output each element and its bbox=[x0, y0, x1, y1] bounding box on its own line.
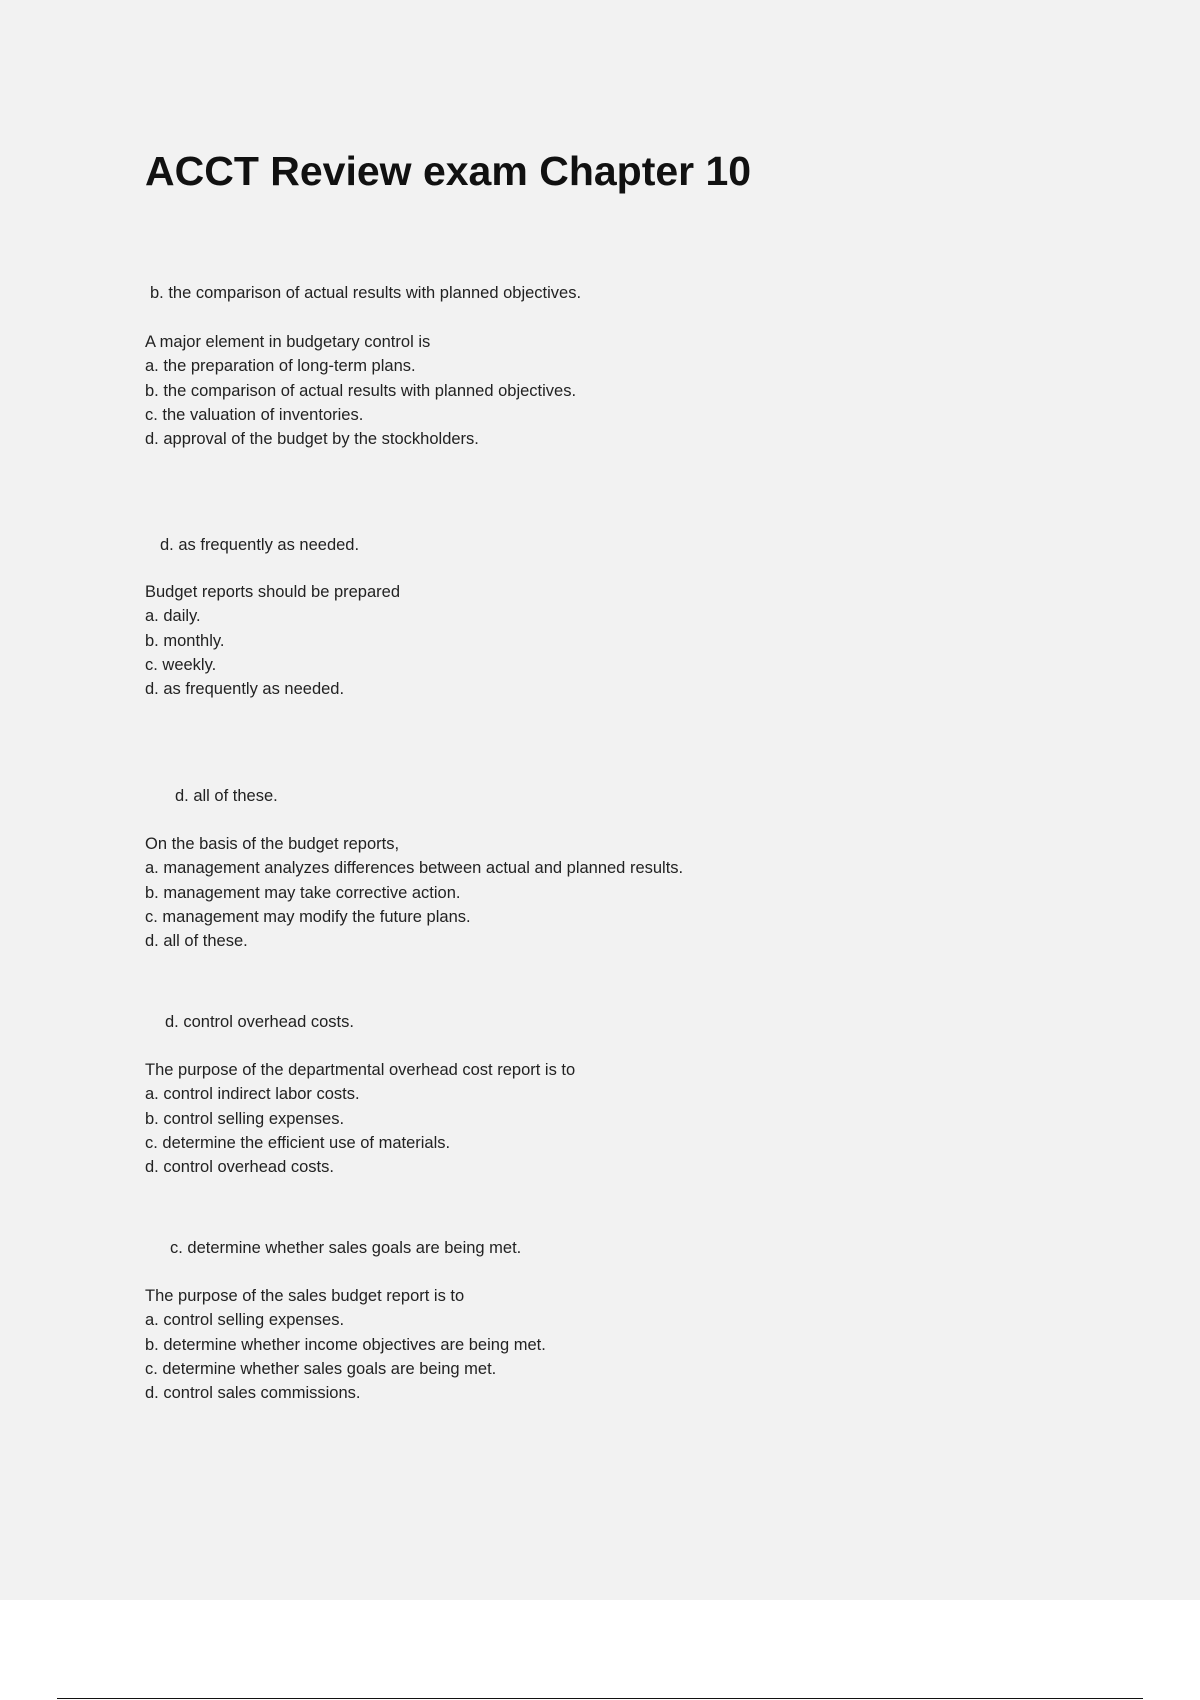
card-3-option-a: a. management analyzes differences between actual and planned results. bbox=[145, 859, 684, 878]
card-4-question: The purpose of the departmental overhead cost report is to bbox=[145, 1061, 576, 1079]
card-4-option-d: d. control overhead costs. bbox=[145, 1158, 334, 1177]
card-3-option-b: b. management may take corrective action. bbox=[145, 883, 461, 902]
card-3-question-block bbox=[145, 832, 683, 953]
card-3-option-d: d. all of these. bbox=[145, 932, 248, 951]
card-1-answer: b. the comparison of actual results with planned objectives. bbox=[150, 284, 582, 302]
card-5-option-a: a. control selling expenses. bbox=[145, 1311, 345, 1330]
card-1-option-a: a. the preparation of long-term plans. bbox=[145, 357, 416, 376]
card-2-option-c: c. weekly. bbox=[145, 655, 217, 674]
card-5-option-b: b. determine whether income objectives are being met. bbox=[145, 1335, 546, 1354]
card-5-option-c: c. determine whether sales goals are being met. bbox=[145, 1359, 497, 1378]
page-title: ACCT Review exam Chapter 10 bbox=[145, 148, 752, 194]
card-5-answer: c. determine whether sales goals are being met. bbox=[170, 1239, 522, 1257]
card-5-question: The purpose of the sales budget report is to bbox=[145, 1287, 465, 1305]
card-2-answer: d. as frequently as needed. bbox=[160, 536, 360, 554]
card-3-option-c: c. management may modify the future plans. bbox=[145, 907, 471, 926]
card-5-question-block bbox=[145, 1284, 546, 1405]
card-2-option-b: b. monthly. bbox=[145, 631, 225, 650]
card-3-question: On the basis of the budget reports, bbox=[145, 835, 400, 853]
card-2-option-a: a. daily. bbox=[145, 607, 201, 626]
card-2-option-d: d. as frequently as needed. bbox=[145, 680, 345, 699]
card-3-answer: d. all of these. bbox=[175, 787, 278, 805]
card-4-question-block bbox=[145, 1058, 575, 1179]
card-4-option-b: b. control selling expenses. bbox=[145, 1109, 345, 1128]
card-1-question: A major element in budgetary control is bbox=[145, 333, 431, 351]
card-4-option-a: a. control indirect labor costs. bbox=[145, 1085, 360, 1104]
footer-divider bbox=[57, 1698, 1143, 1699]
card-1-option-c: c. the valuation of inventories. bbox=[145, 405, 364, 424]
card-1-option-b: b. the comparison of actual results with planned objectives. bbox=[145, 381, 577, 400]
card-1-question-block bbox=[145, 330, 576, 451]
card-2-question-block bbox=[145, 580, 400, 701]
card-5-option-d: d. control sales commissions. bbox=[145, 1384, 361, 1403]
card-4-option-c: c. determine the efficient use of materials. bbox=[145, 1133, 451, 1152]
card-4-answer: d. control overhead costs. bbox=[165, 1013, 354, 1031]
card-2-question: Budget reports should be prepared bbox=[145, 583, 401, 601]
card-1-option-d: d. approval of the budget by the stockholders. bbox=[145, 430, 479, 449]
